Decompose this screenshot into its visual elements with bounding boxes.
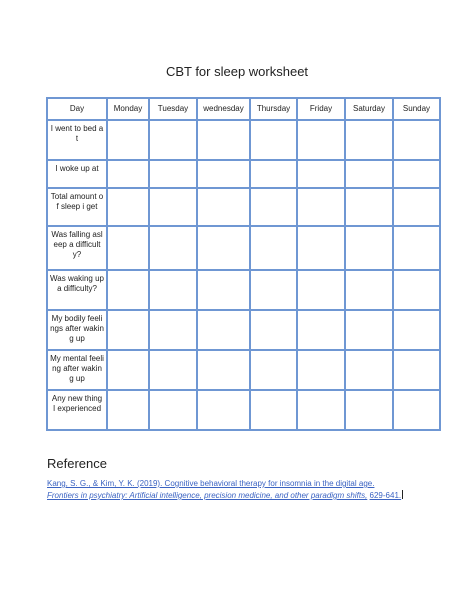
entry-cell[interactable] [297, 350, 345, 390]
entry-cell[interactable] [297, 390, 345, 430]
table-row [47, 160, 440, 188]
entry-cell[interactable] [197, 160, 250, 188]
table-row [47, 270, 440, 310]
table-row [47, 310, 440, 350]
entry-cell[interactable] [250, 390, 297, 430]
entry-cell[interactable] [393, 390, 440, 430]
row-label: My bodily feelings after waking up [47, 310, 107, 350]
entry-cell[interactable] [393, 120, 440, 160]
entry-cell[interactable] [197, 226, 250, 270]
entry-cell[interactable] [197, 188, 250, 226]
entry-cell[interactable] [149, 120, 197, 160]
entry-cell[interactable] [149, 270, 197, 310]
table-row [47, 226, 440, 270]
entry-cell[interactable] [197, 270, 250, 310]
row-label: Was falling asleep a difficulty? [47, 226, 107, 270]
reference-citation [47, 478, 407, 502]
row-label: Any new thing I experienced [47, 390, 107, 430]
row-label: Was waking up a difficulty? [47, 270, 107, 310]
entry-cell[interactable] [297, 226, 345, 270]
entry-cell[interactable] [149, 188, 197, 226]
entry-cell[interactable] [197, 390, 250, 430]
row-label: My mental feeling after waking up [47, 350, 107, 390]
entry-cell[interactable] [107, 390, 149, 430]
entry-cell[interactable] [107, 270, 149, 310]
entry-cell[interactable] [250, 226, 297, 270]
entry-cell[interactable] [250, 310, 297, 350]
entry-cell[interactable] [250, 160, 297, 188]
entry-cell[interactable] [107, 226, 149, 270]
table-row [47, 120, 440, 160]
entry-cell[interactable] [107, 188, 149, 226]
header-cell-sunday: Sunday [393, 98, 440, 120]
entry-cell[interactable] [393, 310, 440, 350]
entry-cell[interactable] [297, 160, 345, 188]
entry-cell[interactable] [393, 188, 440, 226]
entry-cell[interactable] [250, 350, 297, 390]
table-row [47, 350, 440, 390]
entry-cell[interactable] [107, 120, 149, 160]
entry-cell[interactable] [107, 160, 149, 188]
document-title: CBT for sleep worksheet [165, 64, 309, 79]
entry-cell[interactable] [297, 310, 345, 350]
entry-cell[interactable] [250, 188, 297, 226]
entry-cell[interactable] [297, 188, 345, 226]
header-cell-day: Day [47, 98, 107, 120]
row-label: I woke up at [47, 160, 107, 188]
entry-cell[interactable] [345, 120, 393, 160]
entry-cell[interactable] [107, 310, 149, 350]
entry-cell[interactable] [345, 188, 393, 226]
entry-cell[interactable] [197, 120, 250, 160]
entry-cell[interactable] [197, 350, 250, 390]
entry-cell[interactable] [149, 226, 197, 270]
header-cell-monday: Monday [107, 98, 149, 120]
entry-cell[interactable] [149, 160, 197, 188]
entry-cell[interactable] [149, 390, 197, 430]
entry-cell[interactable] [345, 270, 393, 310]
entry-cell[interactable] [107, 350, 149, 390]
entry-cell[interactable] [345, 310, 393, 350]
entry-cell[interactable] [345, 350, 393, 390]
table-row [47, 188, 440, 226]
entry-cell[interactable] [393, 226, 440, 270]
entry-cell[interactable] [297, 270, 345, 310]
row-label: I went to bed at [47, 120, 107, 160]
header-cell-thursday: Thursday [250, 98, 297, 120]
table-row [47, 390, 440, 430]
citation-link-line-2[interactable]: Frontiers in psychiatry: Artificial intelligence, precision medicine, and other paradigm shifts, [47, 491, 368, 500]
row-label: Total amount of sleep i get [47, 188, 107, 226]
entry-cell[interactable] [297, 120, 345, 160]
citation-link-line-3[interactable]: 629-641. [369, 491, 402, 500]
entry-cell[interactable] [250, 120, 297, 160]
text-cursor [402, 490, 403, 499]
entry-cell[interactable] [345, 226, 393, 270]
entry-cell[interactable] [345, 160, 393, 188]
header-cell-tuesday: Tuesday [149, 98, 197, 120]
table-header-row [47, 98, 440, 120]
entry-cell[interactable] [250, 270, 297, 310]
sleep-worksheet-table [46, 97, 441, 431]
header-cell-saturday: Saturday [345, 98, 393, 120]
reference-heading: Reference [47, 456, 107, 471]
entry-cell[interactable] [149, 310, 197, 350]
entry-cell[interactable] [345, 390, 393, 430]
entry-cell[interactable] [197, 310, 250, 350]
entry-cell[interactable] [393, 160, 440, 188]
entry-cell[interactable] [393, 350, 440, 390]
header-cell-friday: Friday [297, 98, 345, 120]
header-cell-wednesday: wednesday [197, 98, 250, 120]
entry-cell[interactable] [393, 270, 440, 310]
citation-link-line-1[interactable]: Kang, S. G., & Kim, Y. K. (2019). Cognitive behavioral therapy for insomnia in the digital age. [47, 479, 375, 488]
entry-cell[interactable] [149, 350, 197, 390]
